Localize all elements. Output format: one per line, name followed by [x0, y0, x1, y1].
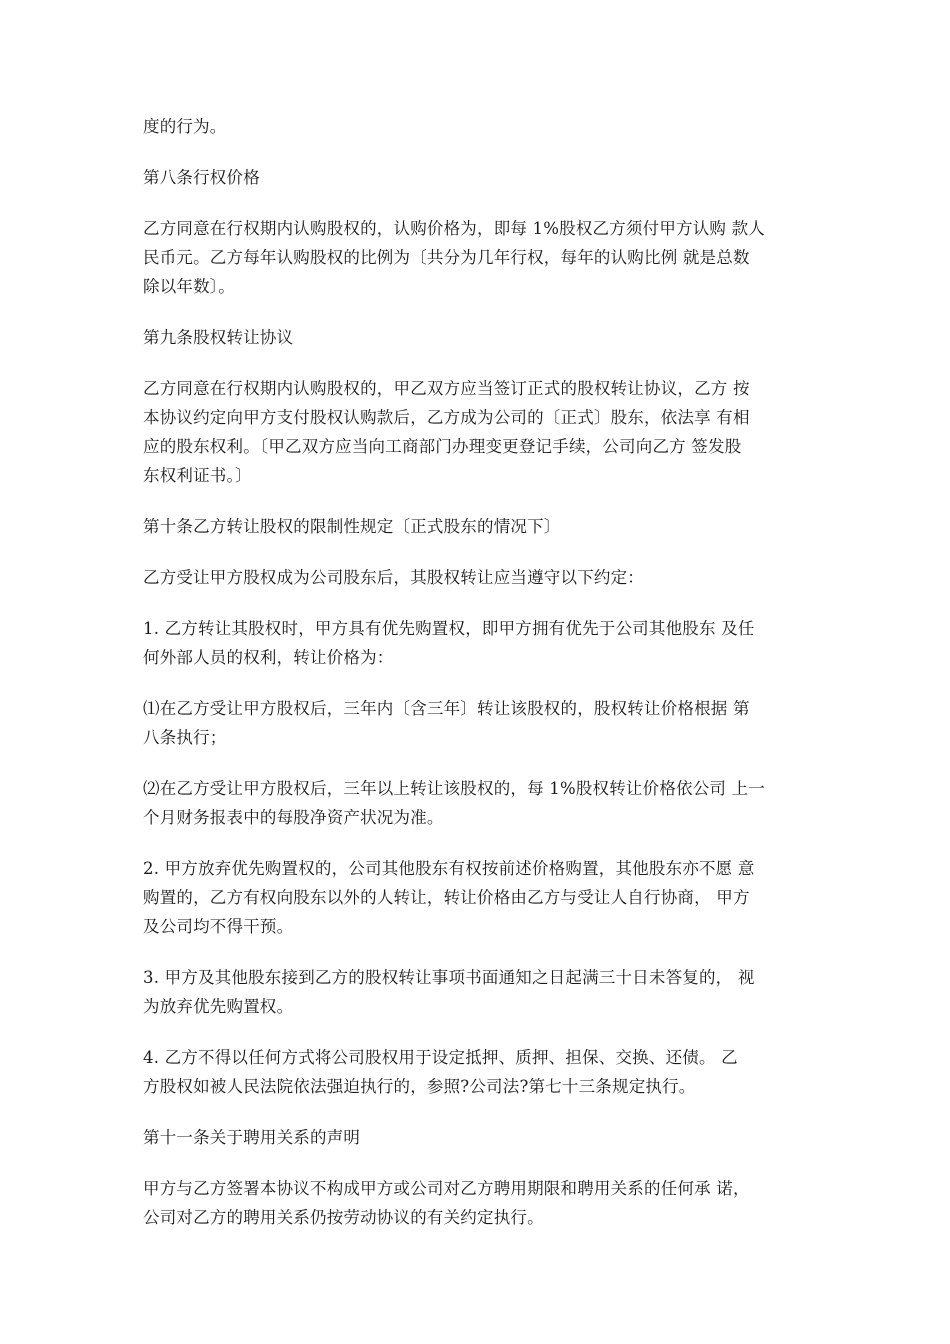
paragraph [143, 112, 815, 141]
section-heading [143, 163, 815, 192]
paragraph [143, 774, 815, 832]
section-heading [143, 323, 815, 352]
text-line: 4. 乙方不得以任何方式将公司股权用于设定抵押、质押、担保、交换、还债。 乙 [143, 1048, 738, 1067]
text-line: 第十条乙方转让股权的限制性规定〔正式股东的情况下〕 [143, 517, 561, 536]
section-heading [143, 1123, 815, 1152]
text-line: 何外部人员的权利，转让价格为： [143, 648, 394, 667]
paragraph [143, 563, 815, 592]
paragraph [143, 1043, 815, 1101]
paragraph [143, 214, 815, 301]
section-heading [143, 512, 815, 541]
text-line: 乙方同意在行权期内认购股权的，甲乙双方应当签订正式的股权转让协议，乙方 按 [143, 379, 750, 398]
paragraph [143, 694, 815, 752]
text-line: 为放弃优先购置权。 [143, 997, 294, 1016]
text-line: 度的行为。 [143, 117, 227, 136]
text-line: ⑵在乙方受让甲方股权后，三年以上转让该股权的，每 1%股权转让价格依公司 上一 [143, 779, 765, 798]
paragraph [143, 614, 815, 672]
paragraph [143, 1174, 815, 1232]
document-page [143, 112, 815, 1254]
text-line: ⑴在乙方受让甲方股权后，三年内〔含三年〕转让该股权的，股权转让价格根据 第 [143, 699, 750, 718]
text-line: 乙方受让甲方股权成为公司股东后，其股权转让应当遵守以下约定： [143, 568, 644, 587]
text-line: 公司对乙方的聘用关系仍按劳动协议的有关约定执行。 [143, 1208, 544, 1227]
text-line: 本协议约定向甲方支付股权认购款后，乙方成为公司的〔正式〕股东，依法享 有相 [143, 408, 750, 427]
text-line: 应的股东权利。〔甲乙双方应当向工商部门办理变更登记手续，公司向乙方 签发股 [143, 437, 742, 456]
paragraph [143, 374, 815, 490]
text-line: 3. 甲方及其他股东接到乙方的股权转让事项书面通知之日起满三十日未答复的， 视 [143, 968, 755, 987]
text-line: 八条执行； [143, 728, 227, 747]
text-line: 个月财务报表中的每股净资产状况为准。 [143, 808, 444, 827]
text-line: 民币元。乙方每年认购股权的比例为〔共分为几年行权，每年的认购比例 就是总数 [143, 248, 750, 267]
text-line: 乙方同意在行权期内认购股权的，认购价格为，即每 1%股权乙方须付甲方认购 款人 [143, 219, 765, 238]
text-line: 甲方与乙方签署本协议不构成甲方或公司对乙方聘用期限和聘用关系的任何承 诺， [143, 1179, 750, 1198]
text-line: 第十一条关于聘用关系的声明 [143, 1128, 361, 1147]
paragraph [143, 963, 815, 1021]
text-line: 除以年数〕。 [143, 277, 235, 296]
text-line: 方股权如被人民法院依法强迫执行的，参照?公司法?第七十三条规定执行。 [143, 1077, 696, 1096]
text-line: 及公司均不得干预。 [143, 917, 294, 936]
paragraph [143, 854, 815, 941]
text-line: 东权利证书。〕 [143, 466, 252, 485]
text-line: 2. 甲方放弃优先购置权的，公司其他股东有权按前述价格购置，其他股东亦不愿 意 [143, 859, 755, 878]
text-line: 第八条行权价格 [143, 168, 260, 187]
text-line: 购置的，乙方有权向股东以外的人转让，转让价格由乙方与受让人自行协商， 甲方 [143, 888, 750, 907]
text-line: 第九条股权转让协议 [143, 328, 294, 347]
text-line: 1. 乙方转让其股权时，甲方具有优先购置权，即甲方拥有优先于公司其他股东 及任 [143, 619, 755, 638]
